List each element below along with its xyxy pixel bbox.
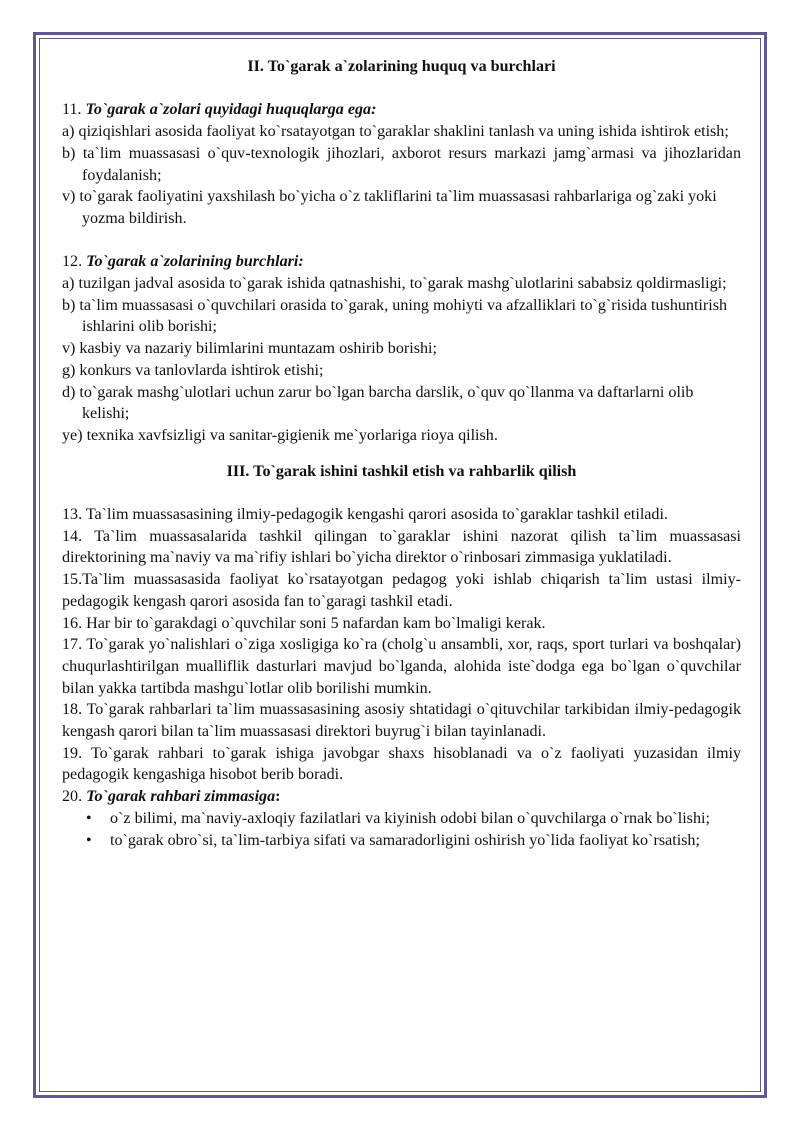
clause-12-item-b: b) ta`lim muassasasi o`quvchilari orasida to`garak, uning mohiyti va afzalliklari to`g`risida tushuntirish ishlarini olib borishi;: [62, 296, 728, 336]
clause-11-number: 11.: [62, 101, 86, 119]
clause-11-header: [62, 99, 741, 121]
list-item-text: o`z bilimi, ma`naviy-axloqiy fazilatlari va kiyinish odobi bilan o`quvchilarga o`rnak bo`lishi;: [110, 809, 710, 827]
clause-20-number: 20.: [62, 788, 87, 806]
clause-14: 14. Ta`lim muassasalarida tashkil qilingan to`garaklar ishini nazorat qilish ta`lim muassasasi direktorining ma`naviy va ma`rifiy ishlari bo`yicha direktor o`rinbosari zimmasiga yuklatiladi.: [62, 527, 741, 567]
clause-12-item-a: a) tuzilgan jadval asosida to`garak ishida qatnashishi, to`garak mashg`ulotlarini sababsiz qoldirmasligi;: [62, 275, 727, 292]
clause-16: 16. Har bir to`garakdagi o`quvchilar soni 5 nafardan kam bo`lmaligi kerak.: [62, 614, 546, 632]
clause-20-lead: To`garak rahbari zimmasiga: [86, 788, 276, 806]
section-3-title: III. To`garak ishini tashkil etish va rahbarlik qilish: [226, 462, 577, 480]
clause-20-bullet-list: [62, 808, 741, 851]
document-body: [62, 56, 741, 851]
clause-12-item-v: v) kasbiy va nazariy bilimlarini muntazam oshirib borishi;: [62, 340, 437, 358]
clause-12-item-ye: ye) texnika xavfsizligi va sanitar-gigienik me`yorlariga rioya qilish.: [62, 426, 498, 444]
clause-12-lead: To`garak a`zolarining burchlari:: [86, 253, 304, 271]
list-item: [62, 830, 741, 852]
clause-12-header: [62, 251, 741, 273]
list-item-text: to`garak obro`si, ta`lim-tarbiya sifati va samaradorligini oshirish yo`lida faoliyat ko`rsatish;: [110, 831, 700, 849]
clause-12-item-d: d) to`garak mashg`ulotlari uchun zarur bo`lgan barcha darslik, o`quv qo`llanma va daftarlarni olib kelishi;: [62, 383, 694, 423]
list-item: [62, 808, 741, 830]
clause-18: 18. To`garak rahbarlari ta`lim muassasasining asosiy shtatidagi o`qituvchilar tarkibidan ilmiy-pedagogik kengash qarori bilan ta`lim muassasasi direktori buyrug`i bilan tayinlanadi.: [62, 701, 741, 741]
clause-11-item-b: b) ta`lim muassasasi o`quv-texnologik jihozlari, axborot resurs markazi jamg`armasi va jihozlaridan foydalanish;: [62, 144, 741, 184]
section-2-title: II. To`garak a`zolarining huquq va burchlari: [247, 58, 556, 75]
clause-20-header: [62, 786, 741, 808]
clause-13: 13. Ta`lim muassasasining ilmiy-pedagogik kengashi qarori asosida to`garaklar tashkil etiladi.: [62, 506, 668, 524]
clause-15: 15.Ta`lim muassasasida faoliyat ko`rsatayotgan pedagog yoki ishlab chiqarish ta`lim ustasi ilmiy-pedagogik kengash qarori asosida fan to`garagi tashkil etadi.: [62, 571, 741, 610]
bullet-icon: •: [86, 831, 92, 849]
clause-12-item-g: g) konkurs va tanlovlarda ishtirok etishi;: [62, 361, 324, 379]
bullet-icon: •: [86, 809, 92, 827]
clause-11-item-a: a) qiziqishlari asosida faoliyat ko`rsatayotgan to`garaklar shaklini tanlash va uning ishida ishtirok etish;: [62, 123, 729, 141]
clause-12-number: 12.: [62, 253, 87, 271]
clause-19: 19. To`garak rahbari to`garak ishiga javobgar shaxs hisoblanadi va o`z faoliyati yuzasidan ilmiy pedagogik kengashiga hisobot berib boradi.: [62, 744, 741, 784]
clause-11-item-v: v) to`garak faoliyatini yaxshilash bo`yicha o`z takliflarini ta`lim muassasasi rahbarlariga og`zaki yoki yozma bildirish.: [62, 188, 717, 227]
clause-20-colon: :: [275, 788, 281, 806]
clause-11-lead: To`garak a`zolari quyidagi huquqlarga ega:: [85, 101, 377, 119]
clause-17: 17. To`garak yo`nalishlari o`ziga xosligiga ko`ra (cholg`u ansambli, xor, raqs, sport turlari va boshqalar) chuqurlashtirilgan mualliflik dasturlari mavjud bo`lganda, alohida iste`dodga ega bo`lgan o`quvchilar bilan yakka tartibda mashgu`lotlar olib borilishi mumkin.: [62, 636, 741, 697]
